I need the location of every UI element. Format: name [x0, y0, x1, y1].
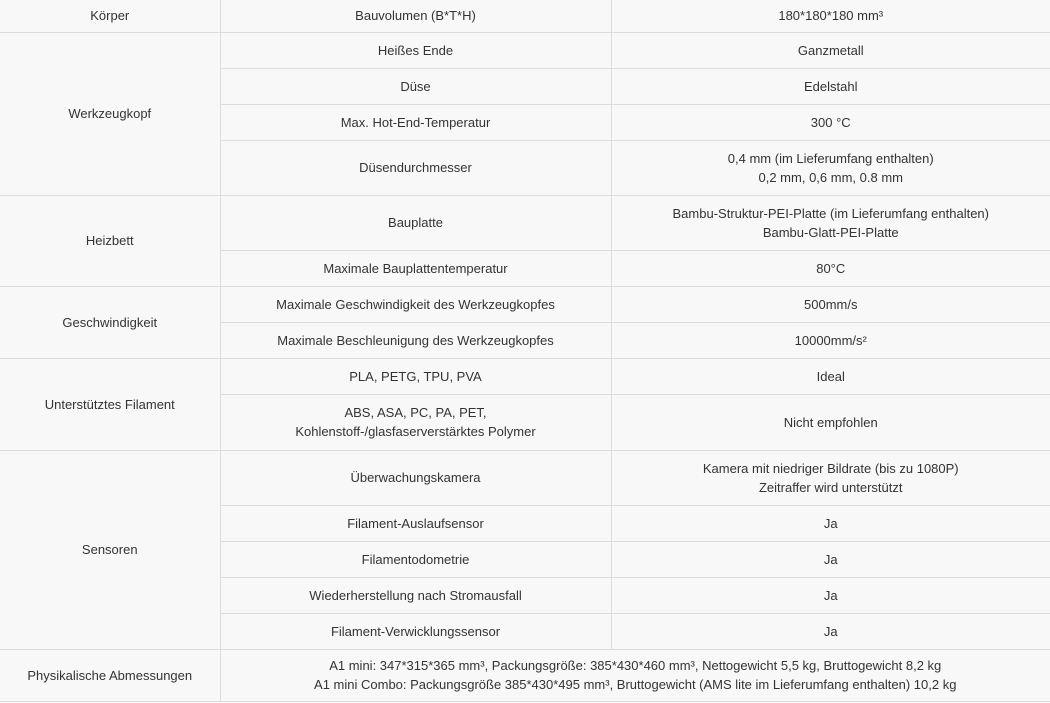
table-row [0, 358, 1050, 394]
feature-cell [220, 286, 611, 322]
cell-line: Maximale Geschwindigkeit des Werkzeugkopfes [276, 296, 555, 312]
category-cell: Sensoren [0, 450, 220, 649]
cell-line: Ja [823, 587, 838, 603]
value-cell [611, 450, 1050, 505]
value-cell [611, 0, 1050, 32]
cell-line: Düse [400, 78, 431, 94]
value-cell [611, 195, 1050, 250]
cell-line: Bambu-Struktur-PEI-Platte (im Lieferumfang enthalten) [672, 205, 989, 221]
value-cell [611, 358, 1050, 394]
feature-cell [220, 358, 611, 394]
table-row [0, 0, 1050, 32]
value-cell [611, 140, 1050, 195]
table-row [0, 195, 1050, 250]
cell-line: A1 mini: 347*315*365 mm³, Packungsgröße: 385*430*460 mm³, Nettogewicht 5,5 kg, Bruttogewicht 8,2 kg [329, 658, 942, 673]
category-cell: Physikalische Abmessungen [0, 649, 220, 701]
category-cell: Heizbett [0, 195, 220, 286]
cell-line: 500mm/s [804, 296, 858, 312]
value-cell [220, 649, 1050, 701]
cell-line: Bauplatte [388, 215, 443, 230]
value-cell [611, 577, 1050, 613]
value-cell [611, 322, 1050, 358]
cell-line: PLA, PETG, TPU, PVA [349, 368, 482, 384]
cell-line: ABS, ASA, PC, PA, PET, [344, 405, 487, 420]
cell-line: Düsendurchmesser [359, 160, 472, 175]
cell-line: Nicht empfohlen [783, 414, 878, 430]
value-cell [611, 541, 1050, 577]
value-cell [611, 613, 1050, 649]
value-cell [611, 32, 1050, 68]
cell-line: Zeitraffer wird unterstützt [758, 479, 903, 495]
feature-cell [220, 140, 611, 195]
feature-cell [220, 450, 611, 505]
value-cell [611, 104, 1050, 140]
feature-cell [220, 250, 611, 286]
feature-cell [220, 613, 611, 649]
cell-line: A1 mini Combo: Packungsgröße 385*430*495 mm³, Bruttogewicht (AMS lite im Lieferumfang enthalten) 10,2 kg [314, 677, 957, 692]
feature-cell [220, 104, 611, 140]
feature-cell [220, 541, 611, 577]
cell-line: Filament-Auslaufsensor [347, 515, 484, 531]
cell-line: Filament-Verwicklungssensor [330, 623, 501, 639]
cell-line: Max. Hot-End-Temperatur [340, 114, 491, 130]
category-cell: Werkzeugkopf [0, 32, 220, 195]
feature-cell [220, 322, 611, 358]
feature-cell [220, 577, 611, 613]
cell-line: Überwachungskamera [350, 470, 481, 485]
cell-line: Ideal [816, 368, 845, 384]
value-cell [611, 286, 1050, 322]
cell-line: 180*180*180 mm³ [778, 8, 884, 24]
feature-cell [220, 394, 611, 450]
cell-line: 300 °C [810, 114, 851, 130]
feature-cell [220, 505, 611, 541]
cell-line: Ganzmetall [797, 42, 864, 58]
cell-line: Bambu-Glatt-PEI-Platte [762, 224, 899, 240]
cell-line: Maximale Bauplattentemperatur [323, 260, 508, 276]
table-row [0, 286, 1050, 322]
cell-line: 0,2 mm, 0,6 mm, 0.8 mm [758, 169, 903, 185]
cell-line: Filamentodometrie [361, 551, 470, 567]
feature-cell [220, 0, 611, 32]
cell-line: Ja [823, 551, 838, 567]
category-cell: Körper [0, 0, 220, 32]
table-row [0, 450, 1050, 505]
cell-line: Kohlenstoff-/glasfaserverstärktes Polymer [295, 424, 536, 439]
feature-cell [220, 32, 611, 68]
cell-line: 10000mm/s² [794, 332, 867, 348]
cell-line: Ja [823, 515, 838, 531]
category-cell: Unterstütztes Filament [0, 358, 220, 450]
cell-line: 80°C [816, 260, 846, 276]
cell-line: Ja [823, 623, 838, 639]
value-cell [611, 68, 1050, 104]
cell-line: Maximale Beschleunigung des Werkzeugkopfes [277, 332, 554, 348]
cell-line: Bauvolumen (B*T*H) [355, 8, 476, 24]
feature-cell [220, 68, 611, 104]
table-row [0, 649, 1050, 701]
value-cell [611, 250, 1050, 286]
value-cell [611, 505, 1050, 541]
cell-line: Kamera mit niedriger Bildrate (bis zu 1080P) [702, 460, 959, 476]
table-row [0, 32, 1050, 68]
cell-line: 0,4 mm (im Lieferumfang enthalten) [727, 150, 934, 166]
feature-cell [220, 195, 611, 250]
value-cell [611, 394, 1050, 450]
cell-line: Edelstahl [804, 78, 858, 94]
cell-line: Wiederherstellung nach Stromausfall [309, 587, 522, 603]
category-cell: Geschwindigkeit [0, 286, 220, 358]
cell-line: Heißes Ende [377, 42, 454, 58]
